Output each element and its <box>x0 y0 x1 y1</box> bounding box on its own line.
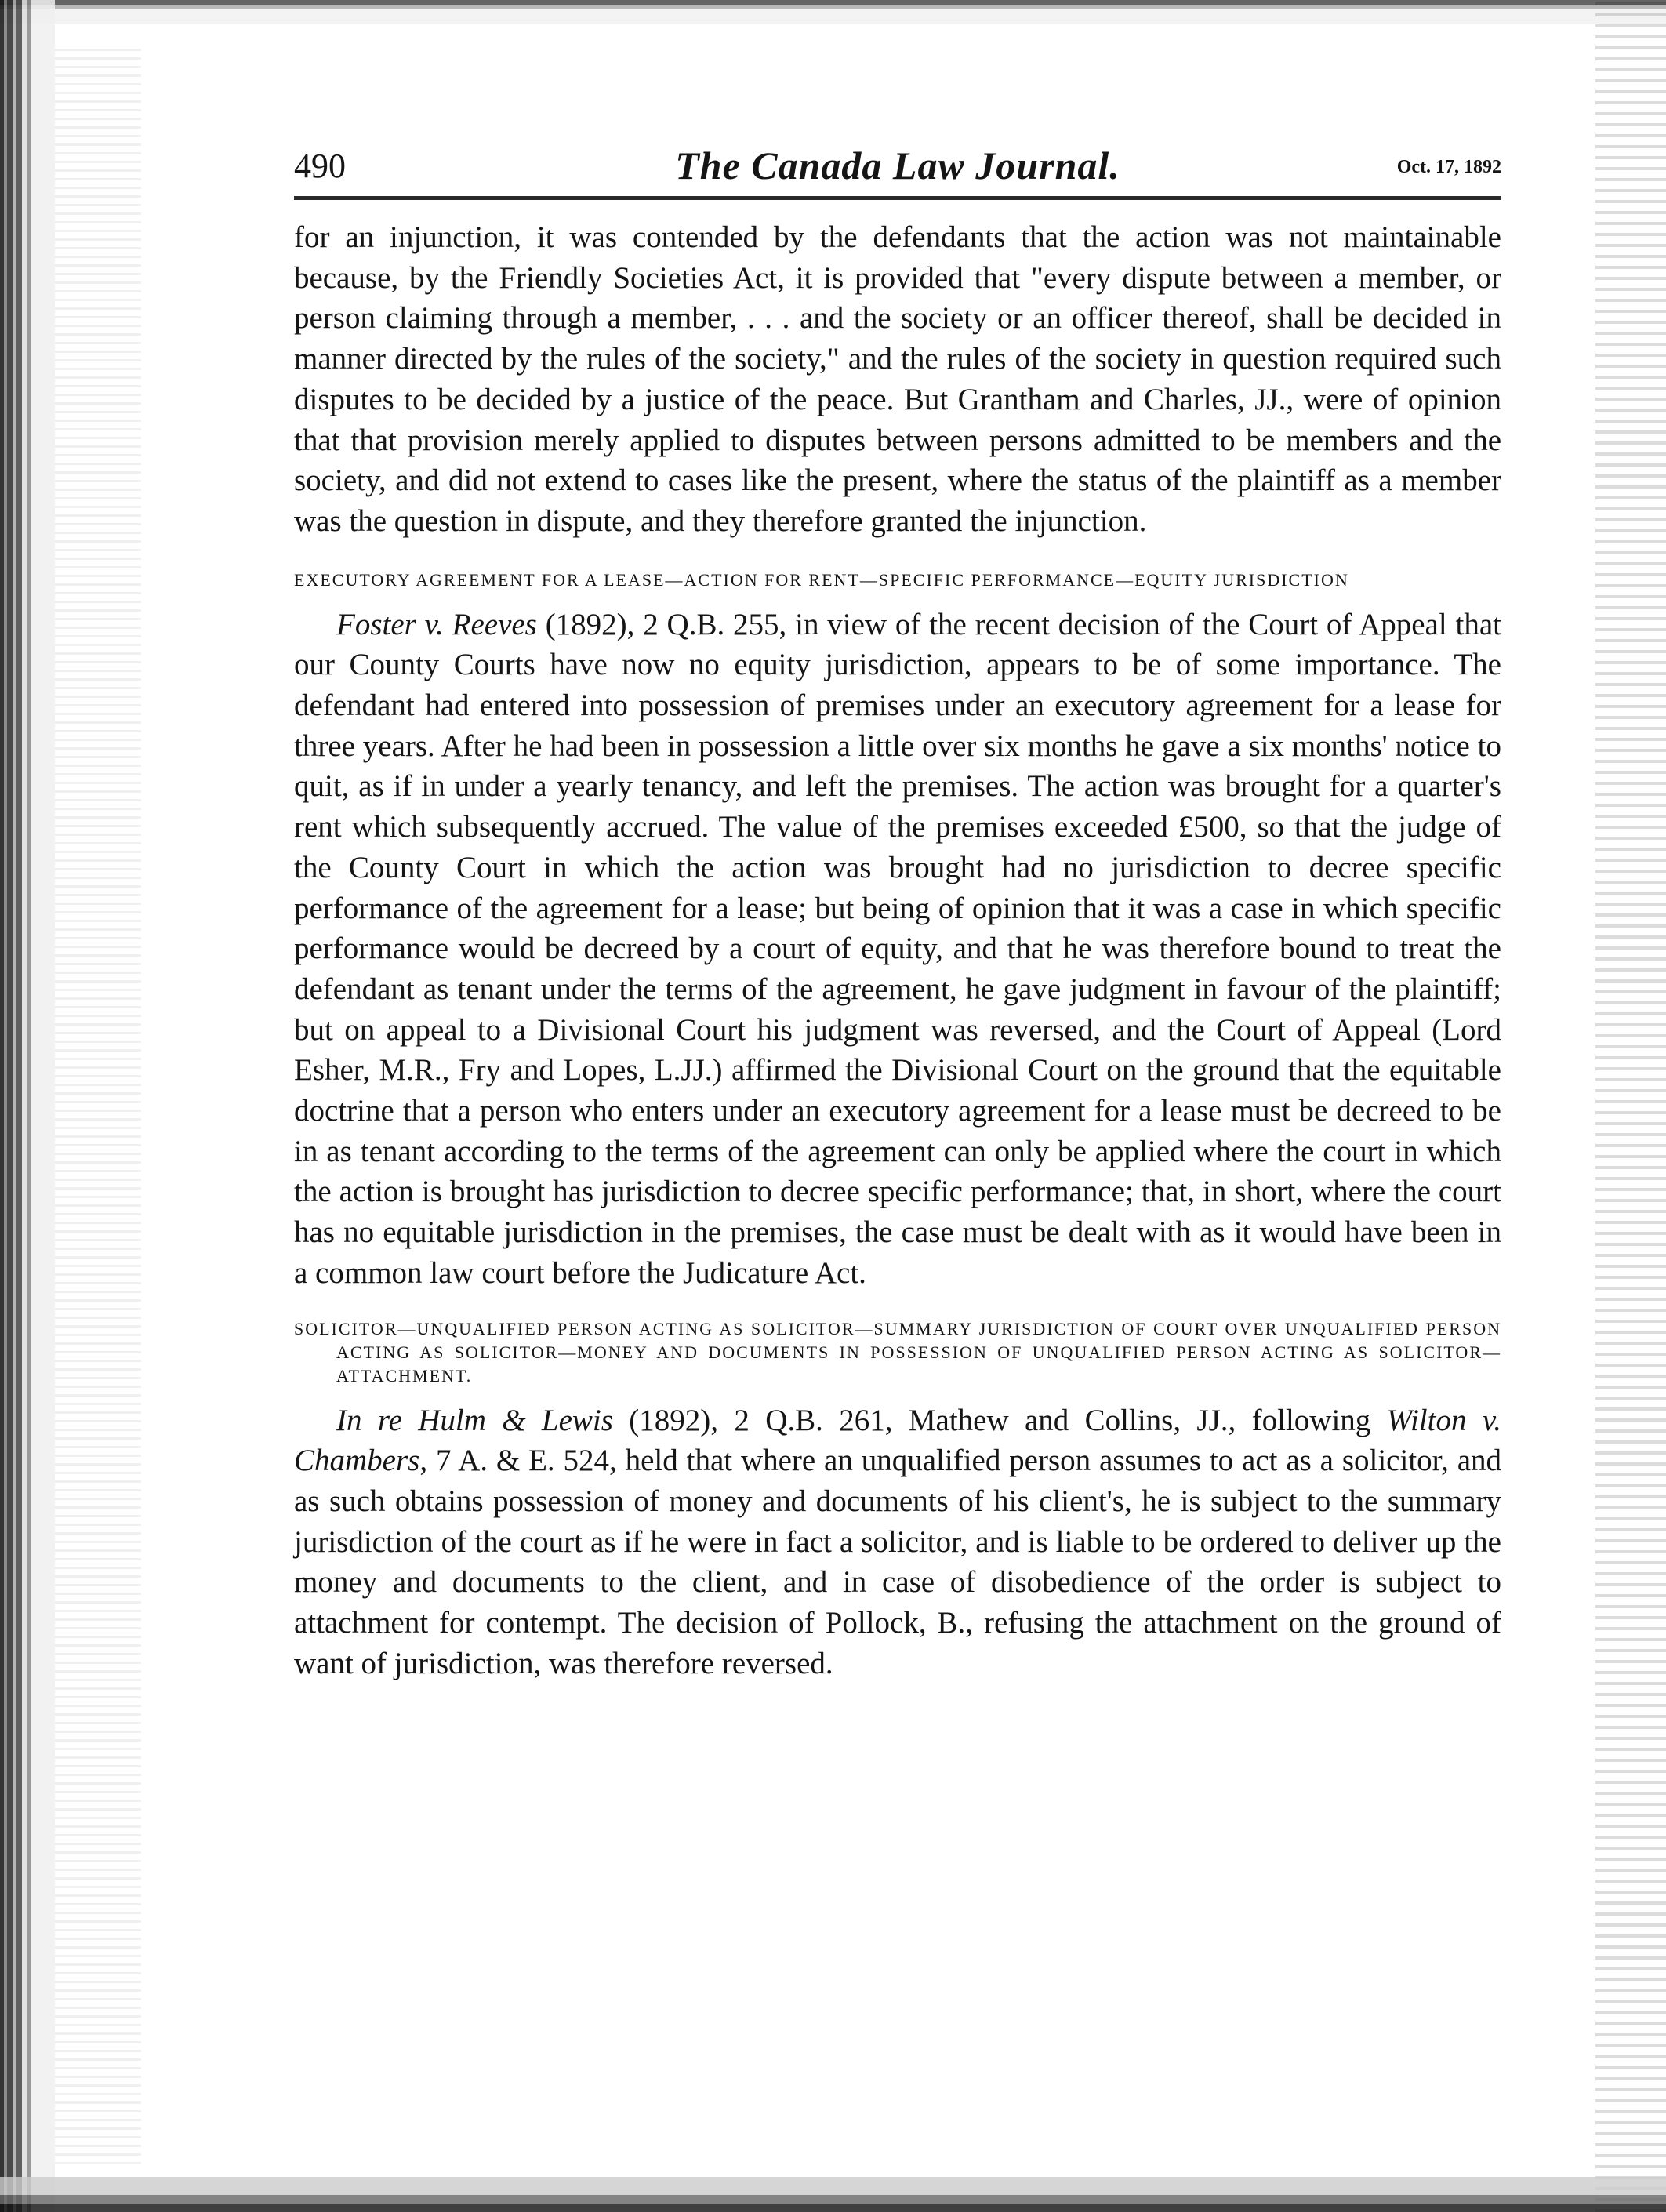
page-number: 490 <box>294 147 346 185</box>
headnote-solicitor: SOLICITOR—UNQUALIFIED PERSON ACTING AS SOLICITOR—SUMMARY JURISDICTION OF COURT OVER UNQUALIFIED PERSON ACTING AS SOLICITOR—MONEY AND DOCUMENTS IN POSSESSION OF UNQUALIFIED PERSON ACTING AS SOLICITOR—ATTACHMENT. <box>294 1318 1501 1386</box>
scan-edge-left <box>0 0 55 2212</box>
scan-edge-bottom <box>0 2177 1666 2212</box>
issue-date: Oct. 17, 1892 <box>1396 157 1501 177</box>
scan-speckle-left <box>55 47 141 2164</box>
scan-edge-top <box>0 0 1666 24</box>
journal-title: The Canada Law Journal. <box>675 143 1120 187</box>
journal-page <box>294 133 1501 1684</box>
paragraph-hulm-body-b: , 7 A. & E. 524, held that where an unqualified person assumes to act as a solicitor, and as such obtains possession of money and documents of his client's, he is subject to the summary jurisdiction of the court as if he were in fact a solicitor, and is liable to be ordered to deliver up the money and documents to the client, and in case of disobedience of the order is subject to attachment for contempt. The decision of Pollock, B., refusing the attachment on the ground of want of jurisdiction, was therefore reversed. <box>294 1444 1501 1680</box>
case-name-foster-v-reeves: Foster v. Reeves <box>336 607 537 641</box>
paragraph-hulm-body-a: (1892), 2 Q.B. 261, Mathew and Collins, JJ., following <box>612 1403 1387 1437</box>
paragraph-foster-body: (1892), 2 Q.B. 255, in view of the recent decision of the Court of Appeal that our County Courts have now no equity jurisdiction, appears to be of some importance. The defendant had entered into possession of premises under an executory agreement for a lease for three years. After he had been in possession a little over six months he gave a six months' notice to quit, as if in under a yearly tenancy, and left the premises. The action was brought for a quarter's rent which subsequently accrued. The value of the premises exceeded £500, so that the judge of the County Court in which the action was brought had no jurisdiction to decree specific performance of the agreement for a lease; but being of opinion that it was a case in which specific performance would be decreed by a court of equity, and that he was therefore bound to treat the defendant as tenant under the terms of the agreement, he gave judgment in favour of the plaintiff; but on appeal to a Divisional Court his judgment was reversed, and the Court of Appeal (Lord Esher, M.R., Fry and Lopes, L.JJ.) affirmed the Divisional Court on the ground that the equitable doctrine that a person who enters under an executory agreement for a lease must be decreed to be in as tenant according to the terms of the agreement can only be applied where the court in which the action is brought has jurisdiction to decree specific performance; that, in short, where the court has no equitable jurisdiction in the premises, the case must be dealt with as it would have been in a common law court before the Judicature Act. <box>294 607 1502 1290</box>
headnote-executory-agreement: EXECUTORY AGREEMENT FOR A LEASE—ACTION FOR RENT—SPECIFIC PERFORMANCE—EQUITY JURISDICTION <box>294 569 1349 590</box>
scan-edge-right <box>1595 0 1666 2212</box>
case-name-hulm-lewis: In re Hulm & Lewis <box>336 1403 613 1437</box>
paragraph-foster-v-reeves <box>294 605 1501 1294</box>
paragraph-hulm-lewis <box>294 1400 1501 1684</box>
running-head <box>294 133 1501 200</box>
paragraph-injunction: for an injunction, it was contended by the defendants that the action was not maintainable because, by the Friendly Societies Act, it is provided that "every dispute between a member, or person claiming through a member, . . . and the society or an officer thereof, shall be decided in manner directed by the rules of the society," and the rules of the society in question required such disputes to be decided by a justice of the peace. But Grantham and Charles, JJ., were of opinion that that provision merely applied to disputes between persons admitted to be members and the society, and did not extend to cases like the present, where the status of the plaintiff as a member was the question in dispute, and they therefore granted the injunction. <box>294 220 1501 538</box>
case-name-wilton-v-chambers: Wilton v. Chambers <box>294 1403 1501 1478</box>
